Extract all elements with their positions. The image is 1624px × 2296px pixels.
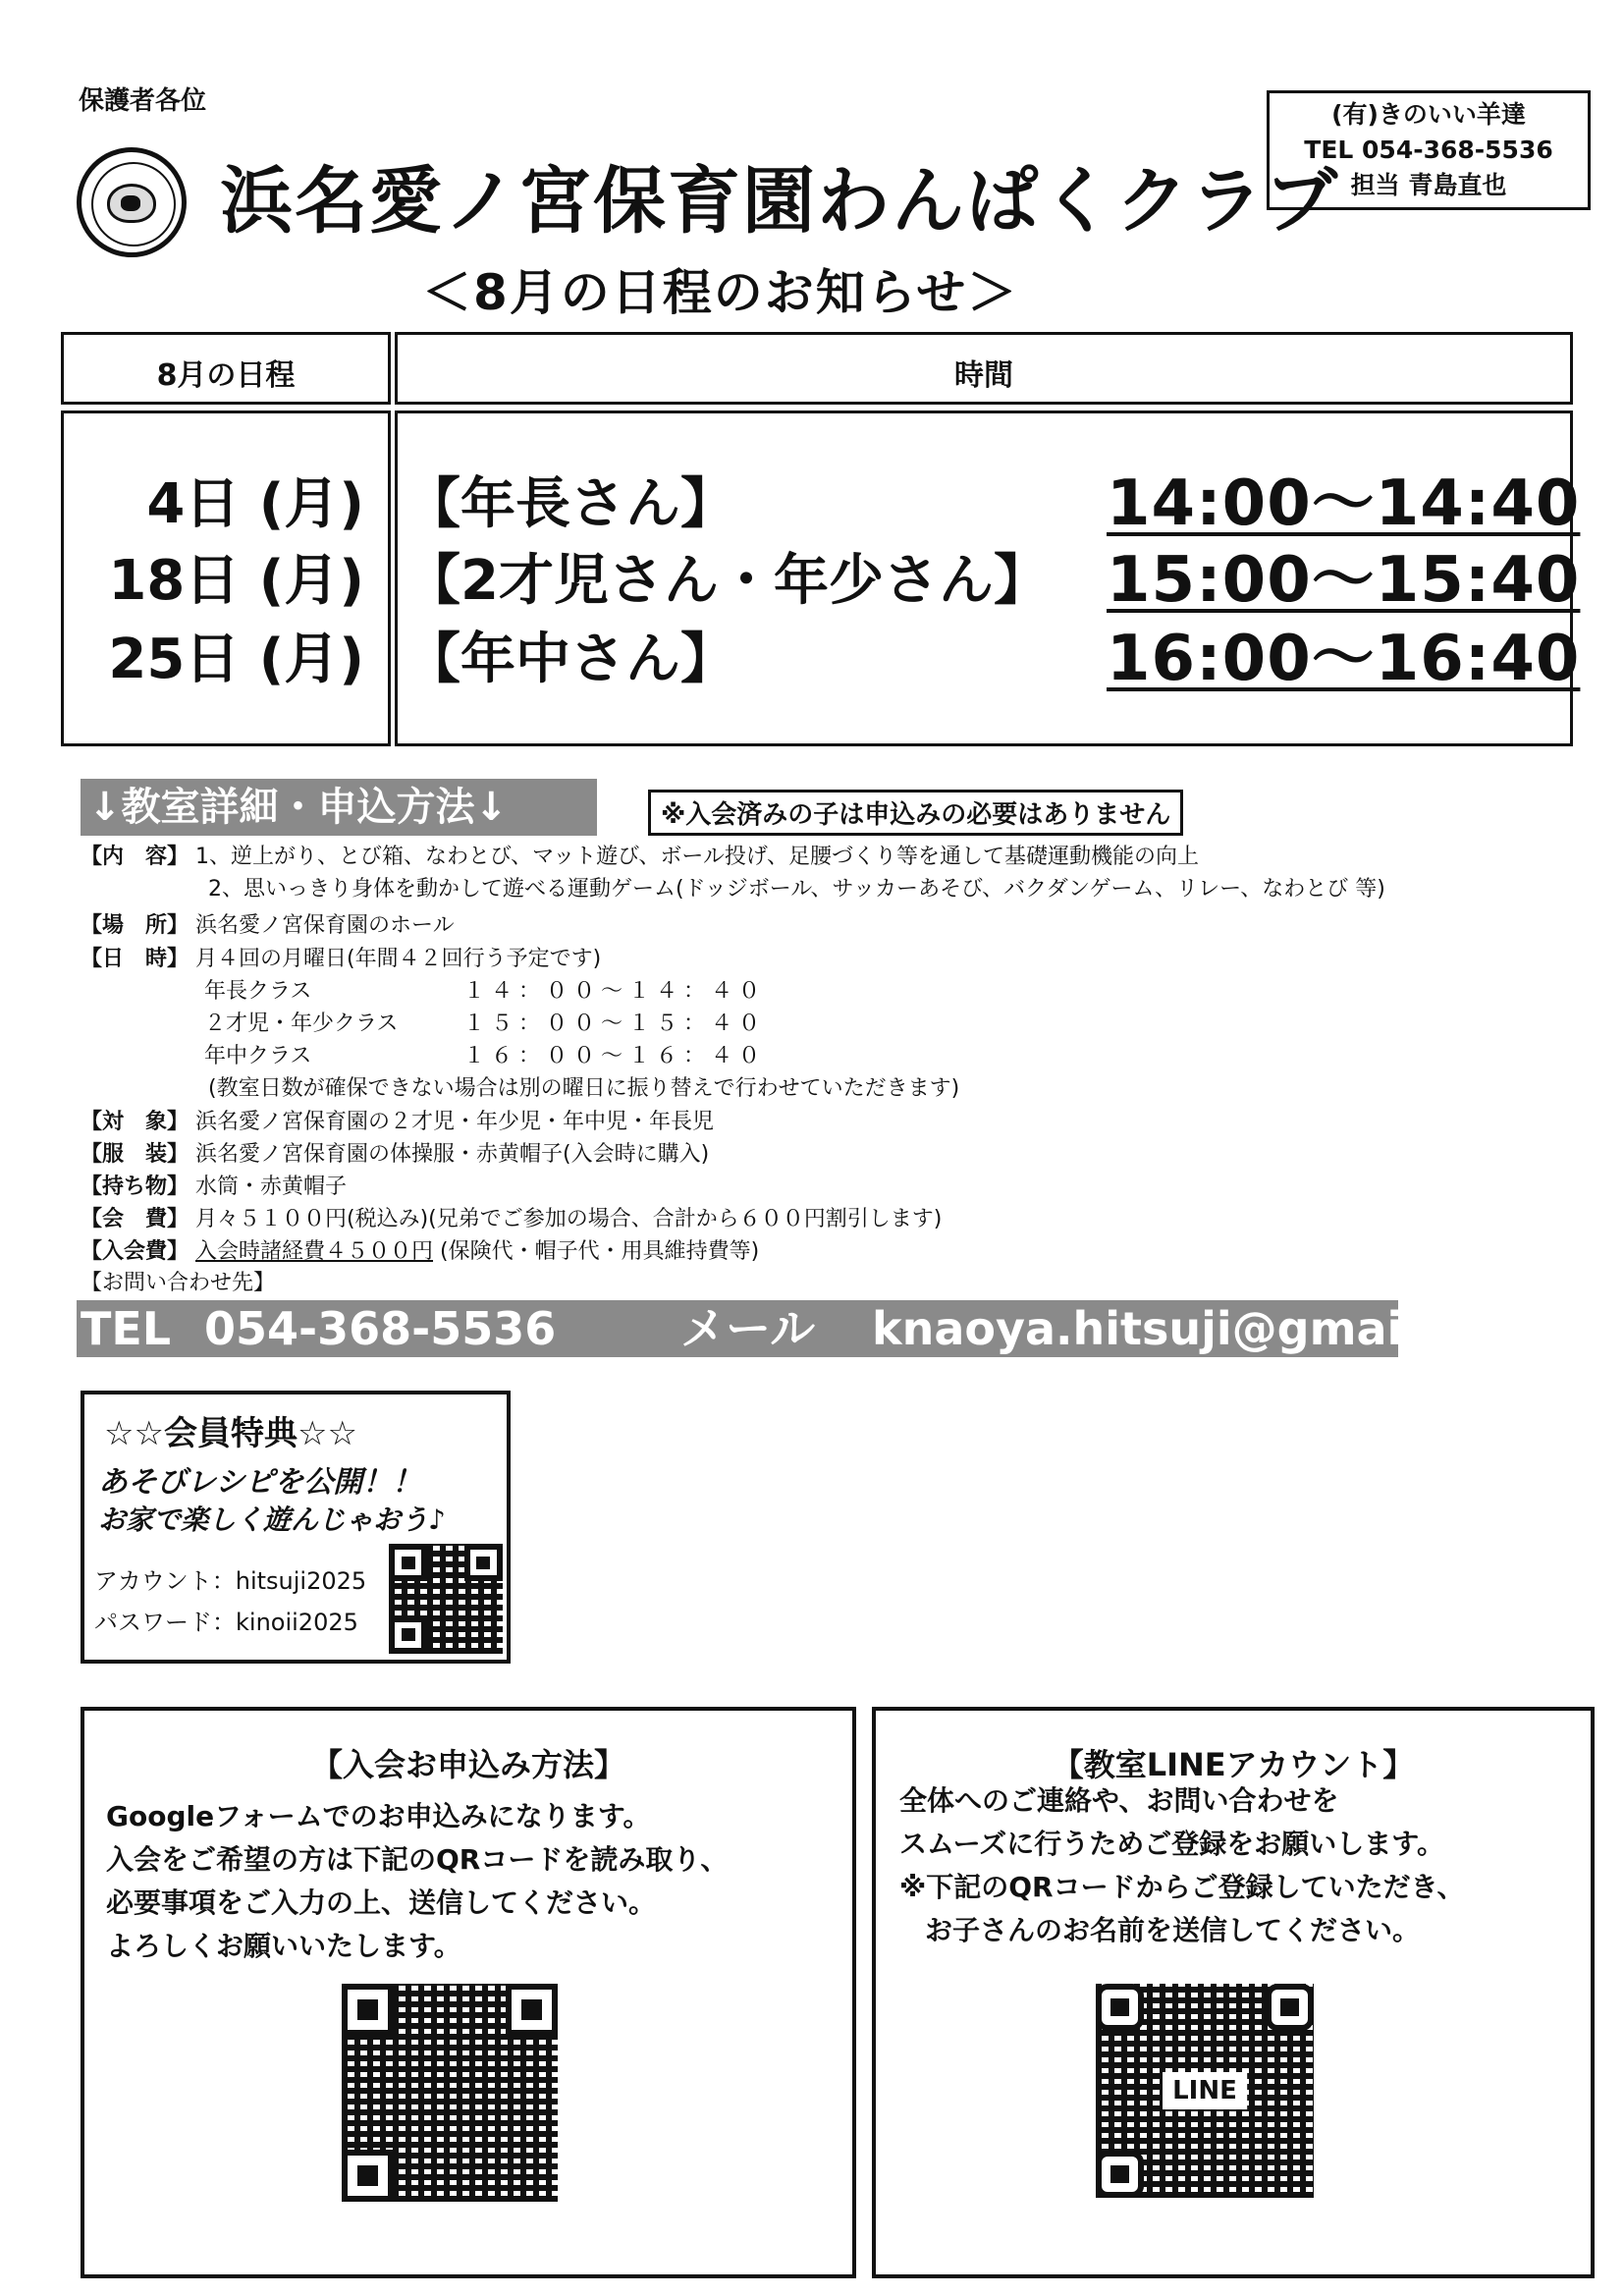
target-label: 【対 象】 bbox=[81, 1110, 189, 1134]
datetime-row bbox=[81, 945, 601, 974]
application-box bbox=[81, 1707, 856, 2278]
schedule-group: 【2才児さん・年少さん】 bbox=[406, 549, 1049, 613]
schedule-header-time-label: 時間 bbox=[954, 358, 1013, 393]
line-title: 【教室LINEアカウント】 bbox=[1052, 1746, 1415, 1783]
place-row bbox=[81, 911, 455, 941]
target-value: 浜名愛ノ宮保育園の２才児・年少児・年中児・年長児 bbox=[195, 1110, 715, 1134]
line-account-box bbox=[872, 1707, 1595, 2278]
member-password: パスワード：kinoii2025 bbox=[94, 1609, 358, 1636]
application-line: よろしくお願いいたします。 bbox=[106, 1930, 461, 1962]
contact-bar-mail-label: メール bbox=[680, 1302, 816, 1355]
contact-tel: TEL 054-368-5536 bbox=[1304, 136, 1553, 164]
member-line-2: お家で楽しく遊んじゃおう♪ bbox=[98, 1503, 446, 1536]
details-note: ※入会済みの子は申込みの必要はありません bbox=[648, 790, 1183, 836]
class-time: １４：００〜１４：４０ bbox=[463, 979, 767, 1004]
schedule-date: 18日 (月) bbox=[108, 549, 364, 613]
schedule-header-date bbox=[61, 332, 391, 405]
content-row bbox=[81, 843, 1199, 872]
entry-fee-label: 【入会費】 bbox=[81, 1239, 189, 1264]
member-line-1: あそびレシピを公開！！ bbox=[98, 1465, 422, 1500]
club-title: 浜名愛ノ宮保育園わんぱくクラブ bbox=[220, 159, 1339, 244]
member-title: ☆☆会員特典☆☆ bbox=[104, 1414, 357, 1453]
schedule-time: 16:00〜16:40 bbox=[1107, 623, 1581, 695]
datetime-value: 月４回の月曜日(年間４２回行う予定です) bbox=[195, 947, 602, 971]
application-line: 必要事項をご入力の上、送信してください。 bbox=[106, 1886, 657, 1919]
application-line: 入会をご希望の方は下記のQRコードを読み取り、 bbox=[106, 1843, 729, 1876]
contact-bar-mail[interactable]: knaoya.hitsuji@gmail.com bbox=[872, 1302, 1541, 1355]
schedule-group: 【年長さん】 bbox=[406, 472, 735, 536]
schedule-times-cell bbox=[395, 410, 1581, 746]
contact-person: 担当 青島直也 bbox=[1350, 171, 1507, 199]
line-info-line: お子さんのお名前を送信してください。 bbox=[925, 1914, 1421, 1946]
details-header: ↓教室詳細・申込方法↓ bbox=[81, 779, 597, 836]
fee-value: 月々５１００円(税込み)(兄弟でご参加の場合、合計から６００円割引します) bbox=[195, 1207, 943, 1231]
contact-bar bbox=[77, 1300, 1541, 1357]
items-label: 【持ち物】 bbox=[81, 1175, 189, 1199]
class-name: 年中クラス bbox=[204, 1044, 312, 1068]
place-value: 浜名愛ノ宮保育園のホール bbox=[195, 913, 455, 938]
page-subtitle: ＜8月の日程のお知らせ＞ bbox=[422, 264, 1019, 321]
schedule-date: 4日 (月) bbox=[146, 472, 364, 536]
inquiry-label: 【お問い合わせ先】 bbox=[81, 1271, 276, 1295]
class-time: １６：００〜１６：４０ bbox=[463, 1044, 767, 1068]
schedule-time: 15:00〜15:40 bbox=[1107, 544, 1581, 617]
member-benefits-box bbox=[81, 1391, 511, 1664]
recipient-label: 保護者各位 bbox=[79, 86, 207, 116]
sheep-logo bbox=[77, 147, 187, 257]
class-name: 年長クラス bbox=[204, 979, 312, 1004]
line-info-line: ※下記のQRコードからご登録していただき、 bbox=[899, 1871, 1465, 1903]
fee-row bbox=[81, 1205, 942, 1234]
datetime-label: 【日 時】 bbox=[81, 947, 189, 971]
entry-fee-detail: (保険代・帽子代・用具維持費等) bbox=[440, 1239, 760, 1264]
content-label: 【内 容】 bbox=[81, 845, 189, 869]
uniform-label: 【服 装】 bbox=[81, 1142, 189, 1167]
fee-label: 【会 費】 bbox=[81, 1207, 189, 1231]
class-time: １５：００〜１５：４０ bbox=[463, 1011, 767, 1036]
content-item-2: 2、思いっきり身体を動かして遊べる運動ゲーム(ドッジボール、サッカーあそび、バクダンゲーム、リレー、なわとび 等) bbox=[208, 877, 1385, 902]
class-name: ２才児・年少クラス bbox=[204, 1011, 399, 1036]
contact-box bbox=[1267, 90, 1591, 210]
entry-fee-value: 入会時諸経費４５００円 bbox=[195, 1239, 434, 1264]
schedule-time: 14:00〜14:40 bbox=[1107, 467, 1581, 540]
schedule-header-date-label: 8月の日程 bbox=[156, 358, 296, 393]
schedule-date: 25日 (月) bbox=[108, 628, 364, 691]
application-qr-code[interactable] bbox=[342, 1984, 558, 2202]
schedule-table bbox=[61, 332, 1581, 746]
uniform-value: 浜名愛ノ宮保育園の体操服・赤黄帽子(入会時に購入) bbox=[195, 1142, 710, 1167]
member-qr-code[interactable] bbox=[389, 1544, 503, 1654]
items-value: 水筒・赤黄帽子 bbox=[195, 1175, 348, 1199]
contact-company: (有)きのいい羊達 bbox=[1331, 100, 1526, 129]
schedule-header-time bbox=[395, 332, 1573, 405]
line-qr-code[interactable] bbox=[1096, 1984, 1314, 2198]
line-qr-badge: LINE bbox=[1163, 2072, 1247, 2109]
target-row bbox=[81, 1108, 714, 1137]
contact-bar-tel[interactable]: 054-368-5536 bbox=[204, 1302, 557, 1355]
uniform-row bbox=[81, 1140, 709, 1170]
schedule-group: 【年中さん】 bbox=[406, 628, 735, 691]
application-title: 【入会お申込み方法】 bbox=[310, 1746, 625, 1783]
member-account: アカウント：hitsuji2025 bbox=[94, 1567, 367, 1595]
line-info-line: 全体へのご連絡や、お問い合わせを bbox=[899, 1784, 1339, 1817]
schedule-dates-cell bbox=[61, 410, 391, 746]
content-item-1: 1、逆上がり、とび箱、なわとび、マット遊び、ボール投げ、足腰づくり等を通して基礎運動機能の向上 bbox=[195, 845, 1200, 869]
application-line: Googleフォームでのお申込みになります。 bbox=[106, 1800, 651, 1832]
line-info-line: スムーズに行うためご登録をお願いします。 bbox=[899, 1828, 1444, 1860]
place-label: 【場 所】 bbox=[81, 913, 189, 938]
entry-fee-row bbox=[81, 1237, 759, 1267]
contact-bar-tel-label: TEL bbox=[81, 1302, 172, 1355]
datetime-note: (教室日数が確保できない場合は別の曜日に振り替えで行わせていただきます) bbox=[208, 1076, 960, 1101]
items-row bbox=[81, 1173, 347, 1202]
